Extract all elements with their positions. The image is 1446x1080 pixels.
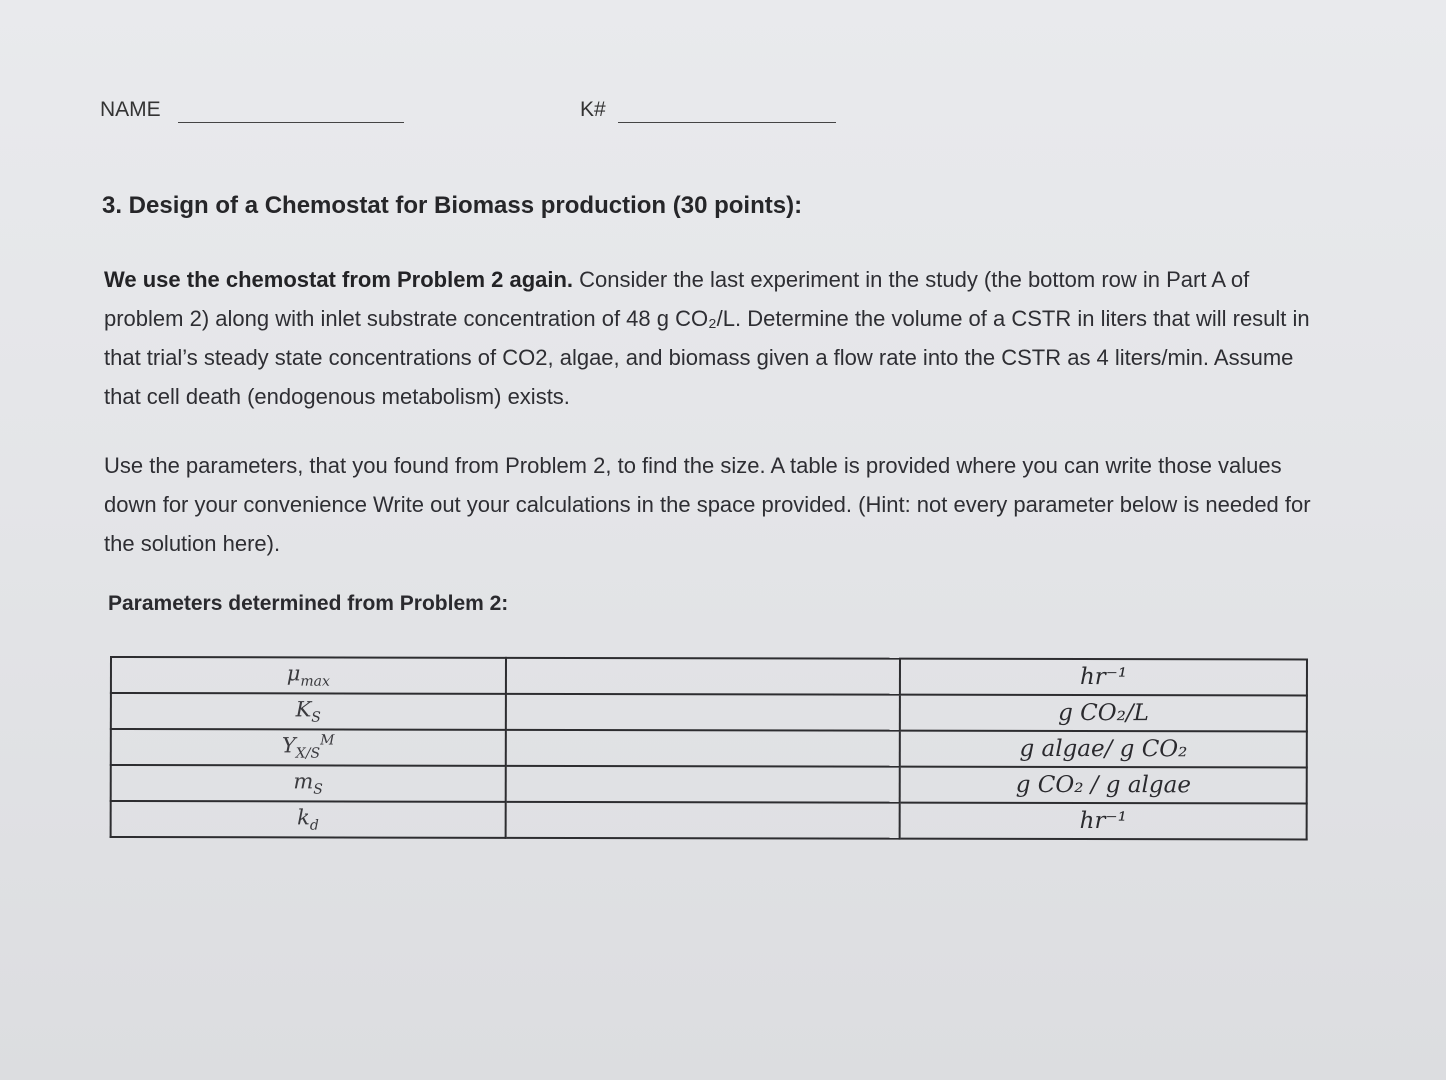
param-symbol-cell <box>111 765 506 802</box>
param-value-cell[interactable] <box>505 730 900 767</box>
param-unit: g CO₂ / g algae <box>1015 771 1191 799</box>
param-unit: hr⁻¹ <box>1079 664 1128 691</box>
problem-statement-lead: We use the chemostat from Problem 2 again. <box>104 267 574 292</box>
name-label: NAME <box>100 98 161 121</box>
name-blank-line[interactable] <box>178 122 404 123</box>
parameters-heading: Parameters determined from Problem 2: <box>108 592 509 615</box>
param-symbol-cell <box>111 657 506 694</box>
symbol-base: μ <box>286 661 301 686</box>
k-number-label: K# <box>580 98 606 121</box>
param-symbol-cell <box>111 801 506 838</box>
symbol-subscript: d <box>309 817 319 834</box>
param-symbol <box>281 732 335 763</box>
header-row <box>100 96 840 128</box>
param-symbol <box>297 805 319 834</box>
param-symbol <box>293 769 323 798</box>
problem-title: 3. Design of a Chemostat for Biomass production (30 points): <box>102 192 803 219</box>
symbol-superscript: M <box>320 732 335 749</box>
instructions-paragraph: Use the parameters, that you found from Problem 2, to find the size. A table is provided where you can write those values down for your convenience Write out your calculations in the space provided. (Hint: not every parameter below is needed for the solution here). <box>104 453 1311 556</box>
param-symbol-cell <box>111 693 506 730</box>
param-unit: hr⁻¹ <box>1079 808 1127 835</box>
param-value-cell[interactable] <box>506 694 901 731</box>
param-value-cell[interactable] <box>505 766 900 803</box>
table-row <box>111 693 1307 732</box>
symbol-subscript: max <box>300 673 330 690</box>
symbol-base: m <box>293 769 314 794</box>
param-unit: g CO₂/L <box>1058 699 1149 727</box>
symbol-subscript: X/S <box>295 745 321 763</box>
param-unit-cell <box>900 659 1307 696</box>
symbol-base: Y <box>281 733 296 758</box>
param-unit-cell <box>900 767 1307 804</box>
param-unit-cell <box>900 803 1307 840</box>
k-number-blank-line[interactable] <box>618 122 836 123</box>
param-unit: g algae/ g CO₂ <box>1019 735 1188 763</box>
problem-statement-body: Consider the last experiment in the study (the bottom row in Part A of problem 2) along with inlet substrate concentration of 48 g CO₂/L. Determine the volume of a CSTR in liters that will result in that trial’s steady state concentrations of CO2, algae, and biomass given a flow rate into the CSTR as 4 liters/min. Assume that cell death (endogenous metabolism) exists. <box>104 267 1310 409</box>
table-row <box>111 729 1307 768</box>
param-symbol <box>295 697 321 726</box>
param-unit-cell <box>900 731 1307 768</box>
symbol-base: K <box>295 697 312 722</box>
table-row <box>111 765 1307 804</box>
parameters-table <box>110 656 1308 841</box>
param-symbol-cell <box>111 729 506 766</box>
param-unit-cell <box>900 695 1307 732</box>
param-value-cell[interactable] <box>506 658 901 695</box>
symbol-subscript: S <box>313 781 323 798</box>
param-value-cell[interactable] <box>505 802 900 839</box>
problem-statement <box>104 260 1319 416</box>
table-row <box>111 657 1307 696</box>
symbol-subscript: S <box>311 709 321 726</box>
param-symbol <box>286 661 330 690</box>
table-row <box>111 801 1307 840</box>
symbol-base: k <box>297 805 310 830</box>
